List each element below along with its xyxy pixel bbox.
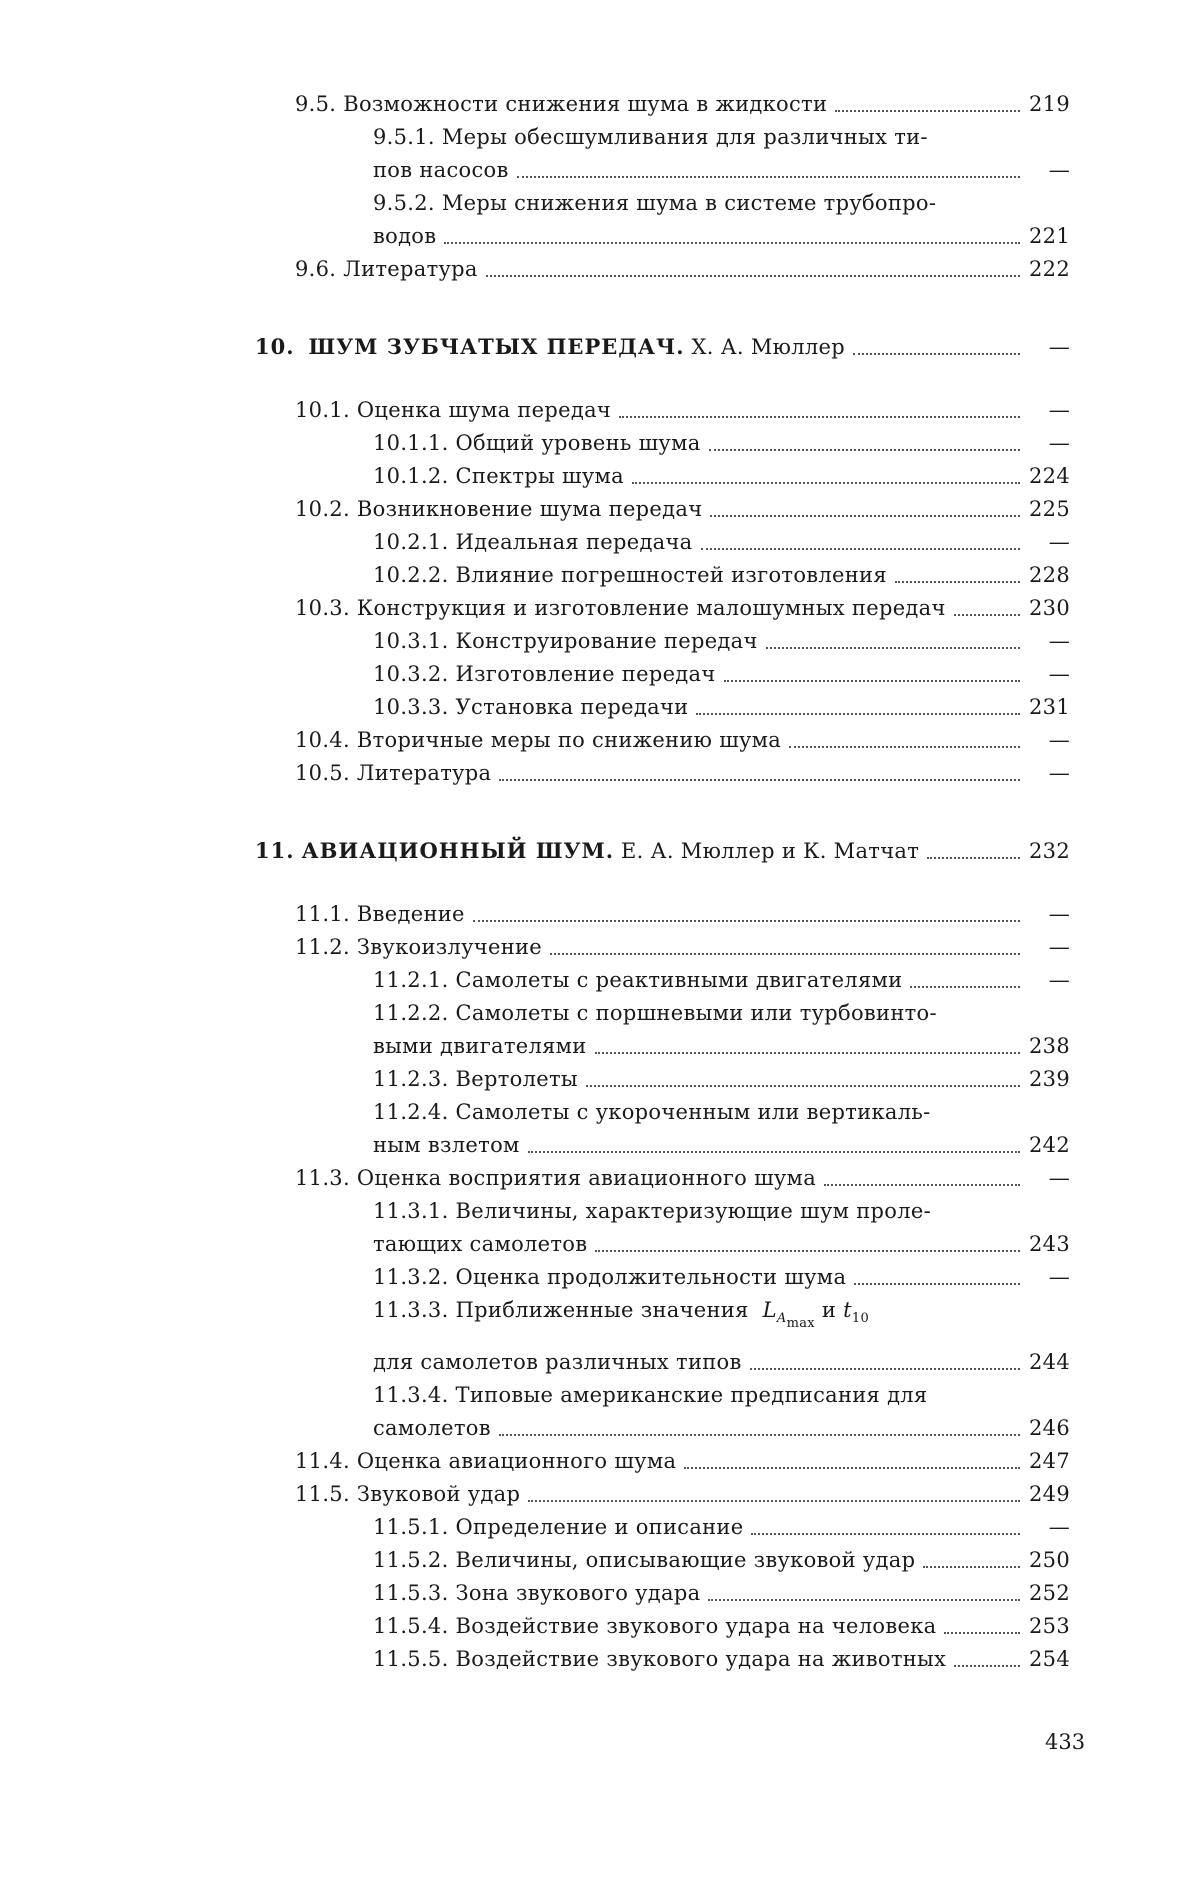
- toc-entry-page: 219: [1026, 88, 1070, 121]
- toc-entry-9-5-2: [255, 187, 1070, 253]
- toc-entry: [255, 724, 1070, 757]
- dot-leader: [595, 1250, 1020, 1252]
- dot-leader: [944, 1632, 1020, 1634]
- dot-leader: [550, 953, 1020, 955]
- toc-entry-page: 249: [1026, 1478, 1070, 1511]
- chapter-author: Е. А. Мюллер и К. Матчат: [621, 839, 919, 863]
- chapter-page: 232: [1026, 835, 1070, 868]
- toc-entry-title: 11.5.5. Воздействие звукового удара на животных: [373, 1643, 946, 1676]
- toc-entry-11-3: [255, 1162, 1070, 1195]
- toc-entry-page: —: [1026, 658, 1070, 691]
- toc-entry-page: —: [1026, 898, 1070, 931]
- toc-entry-page: 244: [1026, 1346, 1070, 1379]
- dot-leader: [517, 176, 1020, 178]
- toc-entry-title-line2: водов: [373, 220, 436, 253]
- toc-entry-11-2-2: [255, 997, 1070, 1063]
- toc-entry-page: 222: [1026, 253, 1070, 286]
- toc-entry-page: —: [1026, 394, 1070, 427]
- toc-entry-title-line1: 9.5.1. Меры обесшумливания для различных ти-: [373, 121, 1070, 154]
- toc-entry-title: 11.5.3. Зона звукового удара: [373, 1577, 700, 1610]
- toc-entry-11-5-1: [255, 1511, 1070, 1544]
- toc-entry-page: —: [1026, 625, 1070, 658]
- dot-leader: [473, 920, 1020, 922]
- toc-entry-page: 246: [1026, 1412, 1070, 1445]
- formula-subscript-max: max: [787, 1316, 815, 1331]
- toc-entry-title-line2: пов насосов: [373, 154, 509, 187]
- toc-entry-11-2-3: [255, 1063, 1070, 1096]
- page-number: 433: [1045, 1730, 1085, 1754]
- formula-symbol-t: t: [843, 1298, 852, 1322]
- toc-entry-page: —: [1026, 1261, 1070, 1294]
- toc-entry-page: 242: [1026, 1129, 1070, 1162]
- toc-entry-page: 224: [1026, 460, 1070, 493]
- toc-entry-page: —: [1026, 526, 1070, 559]
- toc-entry: [255, 592, 1070, 625]
- toc-entry-title-line1: [373, 1294, 1070, 1340]
- toc-entry-title: 10.2.1. Идеальная передача: [373, 526, 693, 559]
- toc-entry-11-5-5: [255, 1643, 1070, 1676]
- toc-entry-9-6: [255, 253, 1070, 286]
- dot-leader: [528, 1151, 1020, 1153]
- toc-entry-page: 253: [1026, 1610, 1070, 1643]
- dot-leader: [853, 353, 1020, 355]
- toc-entry-page: —: [1026, 724, 1070, 757]
- dot-leader: [895, 581, 1020, 583]
- chapter-11-heading: [255, 834, 1070, 868]
- toc-entry-11-5-3: [255, 1577, 1070, 1610]
- toc-entry-page: 247: [1026, 1445, 1070, 1478]
- dot-leader: [444, 242, 1020, 244]
- toc-entry-11-2-1: [255, 964, 1070, 997]
- chapter-10-entries: [255, 394, 1070, 790]
- chapter-number: 10.: [255, 334, 295, 359]
- toc-entry-11-3-2: [255, 1261, 1070, 1294]
- toc-entry-page: —: [1026, 964, 1070, 997]
- dot-leader: [835, 110, 1020, 112]
- toc-entry-title: 11.5.2. Величины, описывающие звуковой удар: [373, 1544, 915, 1577]
- toc-entry-page: 230: [1026, 592, 1070, 625]
- toc-entry: [255, 658, 1070, 691]
- chapter-title: АВИАЦИОННЫЙ ШУМ.: [302, 838, 615, 863]
- toc-entry-9-5: [255, 88, 1070, 121]
- toc-entry-title-line2: ным взлетом: [373, 1129, 520, 1162]
- toc-entry-page: —: [1026, 1511, 1070, 1544]
- dot-leader: [696, 713, 1020, 715]
- toc-entry-page: —: [1026, 1162, 1070, 1195]
- toc-entry: [255, 526, 1070, 559]
- dot-leader: [499, 1434, 1020, 1436]
- toc-entry-title: 10.1.2. Спектры шума: [373, 460, 624, 493]
- toc-entry-title-text: 11.3.3. Приближенные значения: [373, 1298, 749, 1322]
- chapter-author: Х. А. Мюллер: [692, 335, 846, 359]
- formula-subscript: A: [777, 1311, 787, 1326]
- dot-leader: [701, 548, 1021, 550]
- dot-leader: [632, 482, 1020, 484]
- toc-entry-title-line2: самолетов: [373, 1412, 491, 1445]
- dot-leader: [910, 986, 1020, 988]
- toc-entry-title: 11.5.1. Определение и описание: [373, 1511, 743, 1544]
- toc-entry-title-line1: 11.2.2. Самолеты с поршневыми или турбовинто-: [373, 997, 1070, 1030]
- toc-entry-title: 10.3. Конструкция и изготовление малошумных передач: [295, 592, 946, 625]
- toc-entry-page: 250: [1026, 1544, 1070, 1577]
- dot-leader: [954, 614, 1020, 616]
- toc-entry: [255, 757, 1070, 790]
- formula-conjunction: и: [822, 1298, 836, 1322]
- dot-leader: [766, 647, 1020, 649]
- toc-entry-11-3-3: [255, 1294, 1070, 1379]
- dot-leader: [528, 1500, 1020, 1502]
- toc-entry: [255, 427, 1070, 460]
- toc-entry-title-line1: 11.2.4. Самолеты с укороченным или вертикаль-: [373, 1096, 1070, 1129]
- dot-leader: [486, 275, 1020, 277]
- dot-leader: [854, 1283, 1020, 1285]
- toc-entry-title: 10.1.1. Общий уровень шума: [373, 427, 701, 460]
- chapter-number: 11.: [255, 838, 295, 863]
- toc-entry-11-4: [255, 1445, 1070, 1478]
- toc-entry-title-line2: тающих самолетов: [373, 1228, 587, 1261]
- toc-entry-title: 11.2. Звукоизлучение: [295, 931, 542, 964]
- toc-entry-title: 10.2. Возникновение шума передач: [295, 493, 702, 526]
- toc-entry-title: 9.5. Возможности снижения шума в жидкости: [295, 88, 827, 121]
- chapter-10-heading: [255, 330, 1070, 364]
- toc-entry-11-5-2: [255, 1544, 1070, 1577]
- toc-entry: [255, 493, 1070, 526]
- toc-entry-9-5-1: [255, 121, 1070, 187]
- toc-entry-page: 252: [1026, 1577, 1070, 1610]
- toc-entry-title: 11.2.3. Вертолеты: [373, 1063, 578, 1096]
- dot-leader: [684, 1467, 1020, 1469]
- toc-entry: [255, 691, 1070, 724]
- toc-entry-title: 11.1. Введение: [295, 898, 465, 931]
- chapter-title: ШУМ ЗУБЧАТЫХ ПЕРЕДАЧ.: [309, 334, 685, 359]
- toc-entry-title-line1: 9.5.2. Меры снижения шума в системе трубопро-: [373, 187, 1070, 220]
- toc-entry-title-line2: для самолетов различных типов: [373, 1346, 742, 1379]
- toc-entry-title: 10.3.3. Установка передачи: [373, 691, 688, 724]
- toc-entry-title: 11.3. Оценка восприятия авиационного шума: [295, 1162, 816, 1195]
- toc-entry-11-1: [255, 898, 1070, 931]
- toc-entry-page: 221: [1026, 220, 1070, 253]
- toc-entry-page: 228: [1026, 559, 1070, 592]
- toc-entry-11-2-4: [255, 1096, 1070, 1162]
- toc-entry-page: 238: [1026, 1030, 1070, 1063]
- dot-leader: [586, 1085, 1020, 1087]
- toc-entry-page: —: [1026, 427, 1070, 460]
- formula-subscript-10: 10: [852, 1311, 869, 1326]
- toc-entry-title-line2: выми двигателями: [373, 1030, 587, 1063]
- toc-entry-page: —: [1026, 757, 1070, 790]
- dot-leader: [499, 779, 1020, 781]
- toc-entry-11-2: [255, 931, 1070, 964]
- toc-entry-page: —: [1026, 154, 1070, 187]
- dot-leader: [750, 1368, 1020, 1370]
- toc-entry-title: 10.2.2. Влияние погрешностей изготовления: [373, 559, 887, 592]
- dot-leader: [923, 1566, 1020, 1568]
- dot-leader: [619, 416, 1020, 418]
- toc-entry-page: 239: [1026, 1063, 1070, 1096]
- table-of-contents: [255, 88, 1070, 1676]
- toc-entry-page: 243: [1026, 1228, 1070, 1261]
- toc-entry-title: 11.5. Звуковой удар: [295, 1478, 520, 1511]
- toc-entry: [255, 460, 1070, 493]
- toc-entry: [255, 625, 1070, 658]
- toc-entry-title: 9.6. Литература: [295, 253, 478, 286]
- dot-leader: [954, 1665, 1020, 1667]
- toc-entry: [255, 394, 1070, 427]
- toc-entry-title: 10.3.2. Изготовление передач: [373, 658, 716, 691]
- dot-leader: [927, 857, 1020, 859]
- toc-entry-title: 10.5. Литература: [295, 757, 491, 790]
- dot-leader: [751, 1533, 1020, 1535]
- dot-leader: [789, 746, 1020, 748]
- toc-entry-page: 225: [1026, 493, 1070, 526]
- toc-entry-11-5: [255, 1478, 1070, 1511]
- toc-entry-title: 10.4. Вторичные меры по снижению шума: [295, 724, 781, 757]
- toc-entry-11-5-4: [255, 1610, 1070, 1643]
- dot-leader: [708, 1599, 1020, 1601]
- formula-symbol-L: L: [763, 1298, 777, 1322]
- toc-entry-title-line1: 11.3.1. Величины, характеризующие шум проле-: [373, 1195, 1070, 1228]
- toc-entry-page: —: [1026, 931, 1070, 964]
- book-page: [0, 0, 1200, 1886]
- toc-entry-11-3-4: [255, 1379, 1070, 1445]
- toc-entry-title: 11.2.1. Самолеты с реактивными двигателями: [373, 964, 902, 997]
- toc-entry-page: 254: [1026, 1643, 1070, 1676]
- toc-entry-title: 11.4. Оценка авиационного шума: [295, 1445, 676, 1478]
- dot-leader: [710, 515, 1020, 517]
- chapter-page: —: [1026, 331, 1070, 364]
- toc-entry-title: 11.3.2. Оценка продолжительности шума: [373, 1261, 846, 1294]
- dot-leader: [595, 1052, 1020, 1054]
- toc-entry-title: 10.3.1. Конструирование передач: [373, 625, 758, 658]
- dot-leader: [709, 449, 1020, 451]
- toc-entry: [255, 559, 1070, 592]
- toc-entry-title: 10.1. Оценка шума передач: [295, 394, 611, 427]
- toc-entry-11-3-1: [255, 1195, 1070, 1261]
- toc-entry-title: 11.5.4. Воздействие звукового удара на человека: [373, 1610, 936, 1643]
- dot-leader: [824, 1184, 1020, 1186]
- toc-entry-page: 231: [1026, 691, 1070, 724]
- toc-entry-title-line1: 11.3.4. Типовые американские предписания для: [373, 1379, 1070, 1412]
- dot-leader: [724, 680, 1020, 682]
